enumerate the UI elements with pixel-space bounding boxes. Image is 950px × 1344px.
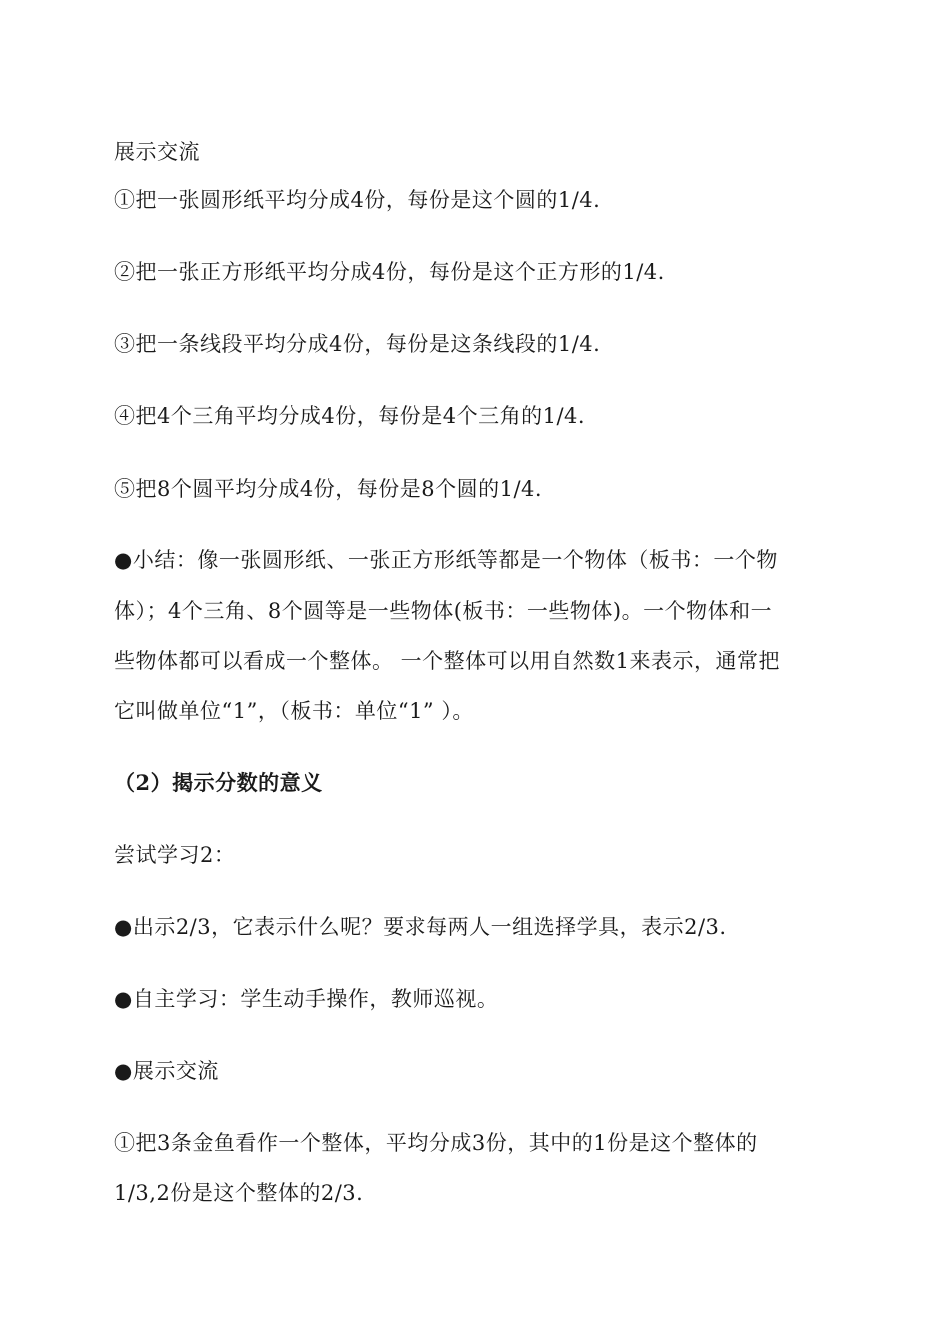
bullet-show-two-thirds: ●出示2/3，它表示什么呢？要求每两人一组选择学具，表示2/3.	[114, 915, 727, 939]
item-1-goldfish-line-1: ①把3条金鱼看作一个整体，平均分成3份，其中的1份是这个整体的	[114, 1131, 758, 1155]
item-2-square-paper: ②把一张正方形纸平均分成4份，每份是这个正方形的1/4.	[114, 260, 665, 284]
summary-line-4: 它叫做单位“1”，（板书：单位“1” ）。	[114, 699, 474, 723]
summary-line-3: 些物体都可以看成一个整体。 一个整体可以用自然数1来表示，通常把	[114, 649, 781, 673]
item-1-goldfish-line-2: 1/3,2份是这个整体的2/3.	[114, 1181, 364, 1205]
summary-line-1: ●小结：像一张圆形纸、一张正方形纸等都是一个物体（板书：一个物	[114, 548, 778, 572]
document-page	[114, 0, 834, 1344]
section-heading-fraction-meaning: （2）揭示分数的意义	[114, 770, 323, 795]
heading-show-exchange: 展示交流	[114, 140, 200, 164]
item-5-circles: ⑤把8个圆平均分成4份，每份是8个圆的1/4.	[114, 477, 543, 501]
item-3-line-segment: ③把一条线段平均分成4份，每份是这条线段的1/4.	[114, 332, 601, 356]
item-1-circle-paper: ①把一张圆形纸平均分成4份，每份是这个圆的1/4.	[114, 188, 601, 212]
try-learning-2: 尝试学习2：	[114, 843, 236, 867]
bullet-self-study: ●自主学习：学生动手操作，教师巡视。	[114, 987, 499, 1011]
summary-line-2: 体）；4个三角、8个圆等是一些物体(板书：一些物体)。一个物体和一	[114, 599, 773, 623]
bullet-show-exchange: ●展示交流	[114, 1059, 219, 1083]
item-4-triangles: ④把4个三角平均分成4份，每份是4个三角的1/4.	[114, 404, 586, 428]
